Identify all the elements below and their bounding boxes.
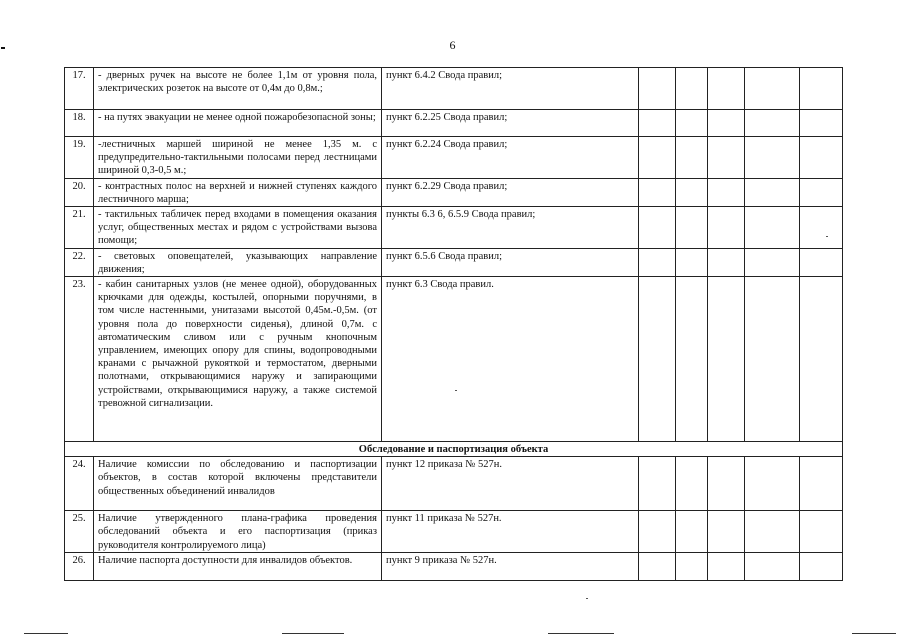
table-row bbox=[65, 110, 843, 137]
empty-cell bbox=[639, 277, 676, 442]
row-number: 20. bbox=[65, 178, 94, 206]
footer-rule bbox=[548, 633, 614, 634]
row-number: 25. bbox=[65, 511, 94, 553]
requirement-cell: Наличие паспорта доступности для инвалидов объектов. bbox=[94, 553, 382, 581]
table-row bbox=[65, 178, 843, 206]
empty-cell bbox=[639, 207, 676, 249]
page-number: 6 bbox=[449, 38, 456, 52]
footer-rule bbox=[282, 633, 344, 634]
empty-cell bbox=[745, 553, 800, 581]
empty-cell bbox=[745, 137, 800, 179]
row-number: 23. bbox=[65, 277, 94, 442]
empty-cell bbox=[800, 207, 843, 249]
row-number: 17. bbox=[65, 68, 94, 110]
empty-cell bbox=[676, 277, 708, 442]
table-row bbox=[65, 511, 843, 553]
requirement-cell: - дверных ручек на высоте не более 1,1м от уровня пола, электрических розеток на высоте от 0,4м до 0,8м.; bbox=[94, 68, 382, 110]
reference-cell: пункт 11 приказа № 527н. bbox=[382, 511, 639, 553]
empty-cell bbox=[639, 137, 676, 179]
reference-cell: пункт 6.5.6 Свода правил; bbox=[382, 248, 639, 276]
row-number: 22. bbox=[65, 248, 94, 276]
empty-cell bbox=[676, 68, 708, 110]
empty-cell bbox=[708, 277, 745, 442]
scan-speck bbox=[826, 236, 828, 237]
footer-rule bbox=[852, 633, 896, 634]
table-row bbox=[65, 137, 843, 179]
empty-cell bbox=[676, 137, 708, 179]
empty-cell bbox=[639, 68, 676, 110]
table-row bbox=[65, 277, 843, 442]
empty-cell bbox=[676, 553, 708, 581]
empty-cell bbox=[800, 68, 843, 110]
row-number: 26. bbox=[65, 553, 94, 581]
table-row bbox=[65, 248, 843, 276]
empty-cell bbox=[639, 178, 676, 206]
reference-cell: пункт 6.4.2 Свода правил; bbox=[382, 68, 639, 110]
empty-cell bbox=[745, 248, 800, 276]
empty-cell bbox=[800, 553, 843, 581]
empty-cell bbox=[708, 457, 745, 511]
row-number: 19. bbox=[65, 137, 94, 179]
empty-cell bbox=[745, 110, 800, 137]
requirement-cell: - на путях эвакуации не менее одной пожаробезопасной зоны; bbox=[94, 110, 382, 137]
section-header-row bbox=[65, 442, 843, 457]
reference-cell: пункт 6.2.29 Свода правил; bbox=[382, 178, 639, 206]
reference-cell: пункт 6.2.24 Свода правил; bbox=[382, 137, 639, 179]
empty-cell bbox=[708, 110, 745, 137]
empty-cell bbox=[800, 277, 843, 442]
empty-cell bbox=[676, 178, 708, 206]
footer-rule bbox=[24, 633, 68, 634]
requirement-cell: - контрастных полос на верхней и нижней ступенях каждого лестничного марша; bbox=[94, 178, 382, 206]
empty-cell bbox=[676, 248, 708, 276]
empty-cell bbox=[745, 207, 800, 249]
empty-cell bbox=[800, 178, 843, 206]
empty-cell bbox=[708, 248, 745, 276]
empty-cell bbox=[745, 511, 800, 553]
empty-cell bbox=[800, 248, 843, 276]
row-number: 21. bbox=[65, 207, 94, 249]
empty-cell bbox=[708, 553, 745, 581]
table-row bbox=[65, 207, 843, 249]
empty-cell bbox=[745, 68, 800, 110]
empty-cell bbox=[676, 207, 708, 249]
reference-cell: пункт 6.2.25 Свода правил; bbox=[382, 110, 639, 137]
table-row bbox=[65, 68, 843, 110]
empty-cell bbox=[639, 553, 676, 581]
scan-speck bbox=[586, 598, 588, 599]
empty-cell bbox=[708, 511, 745, 553]
empty-cell bbox=[745, 178, 800, 206]
reference-cell: пункт 12 приказа № 527н. bbox=[382, 457, 639, 511]
empty-cell bbox=[639, 110, 676, 137]
requirement-cell: Наличие утвержденного плана-графика проведения обследований объекта и его паспортизация (приказ руководителя контролируемого лица) bbox=[94, 511, 382, 553]
empty-cell bbox=[708, 207, 745, 249]
row-number: 18. bbox=[65, 110, 94, 137]
empty-cell bbox=[800, 137, 843, 179]
empty-cell bbox=[745, 457, 800, 511]
scan-speck bbox=[455, 390, 457, 391]
empty-cell bbox=[676, 457, 708, 511]
table-row bbox=[65, 553, 843, 581]
requirement-cell: - тактильных табличек перед входами в помещения оказания услуг, общественных местах и рядом с устройствами вызова помощи; bbox=[94, 207, 382, 249]
empty-cell bbox=[800, 457, 843, 511]
empty-cell bbox=[676, 511, 708, 553]
reference-cell: пункт 9 приказа № 527н. bbox=[382, 553, 639, 581]
requirement-cell: -лестничных маршей шириной не менее 1,35 м. с предупредительно-тактильными полосами перед лестницами шириной 0,3-0,5 м.; bbox=[94, 137, 382, 179]
empty-cell bbox=[708, 178, 745, 206]
reference-cell: пункт 6.3 Свода правил. bbox=[382, 277, 639, 442]
empty-cell bbox=[745, 277, 800, 442]
table-row bbox=[65, 457, 843, 511]
requirement-cell: Наличие комиссии по обследованию и паспортизации объектов, в состав которой включены представители общественных объединений инвалидов bbox=[94, 457, 382, 511]
section-title: Обследование и паспортизация объекта bbox=[65, 442, 843, 457]
empty-cell bbox=[639, 511, 676, 553]
empty-cell bbox=[708, 68, 745, 110]
empty-cell bbox=[800, 110, 843, 137]
checklist-table bbox=[64, 67, 843, 581]
row-number: 24. bbox=[65, 457, 94, 511]
empty-cell bbox=[676, 110, 708, 137]
empty-cell bbox=[639, 248, 676, 276]
empty-cell bbox=[639, 457, 676, 511]
empty-cell bbox=[800, 511, 843, 553]
empty-cell bbox=[708, 137, 745, 179]
requirement-cell: - кабин санитарных узлов (не менее одной), оборудованных крючками для одежды, костылей, опорными поручнями, в том числе настенными, унитазами высотой 0,45м.-0,5м. (от уровня пола до поверхности сиденья), длиной 0,7м. с автоматическим сливом или с ручным кнопочным управлением, имеющих опору для спины, водопроводными кранами с рычажной рукояткой и термостатом, дверными полотнами, открывающимися наружу и запирающими устройствами, открывающимися наружу, а также системой тревожной сигнализации. bbox=[94, 277, 382, 442]
requirement-cell: - световых оповещателей, указывающих направление движения; bbox=[94, 248, 382, 276]
reference-cell: пункты 6.3 6, 6.5.9 Свода правил; bbox=[382, 207, 639, 249]
